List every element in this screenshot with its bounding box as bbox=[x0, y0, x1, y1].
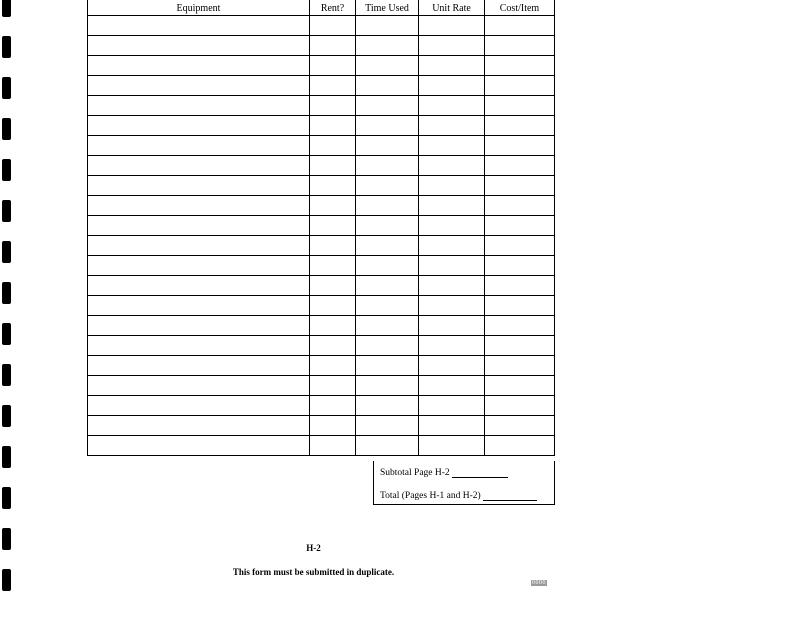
rent-cell[interactable] bbox=[310, 296, 356, 316]
equipment-cell[interactable] bbox=[88, 196, 310, 216]
column-header-rent: Rent? bbox=[310, 0, 356, 16]
binder-hole bbox=[2, 446, 11, 468]
time-used-cell[interactable] bbox=[356, 416, 419, 436]
column-header-equipment: Equipment bbox=[88, 0, 310, 16]
equipment-cell[interactable] bbox=[88, 136, 310, 156]
cost-item-cell[interactable] bbox=[485, 236, 555, 256]
unit-rate-cell[interactable] bbox=[419, 56, 485, 76]
unit-rate-cell[interactable] bbox=[419, 36, 485, 56]
equipment-cell[interactable] bbox=[88, 376, 310, 396]
binder-hole bbox=[2, 118, 11, 140]
equipment-cell[interactable] bbox=[88, 76, 310, 96]
table-row bbox=[88, 396, 555, 416]
cost-item-cell[interactable] bbox=[485, 356, 555, 376]
unit-rate-cell[interactable] bbox=[419, 436, 485, 456]
table-row bbox=[88, 296, 555, 316]
table-row bbox=[88, 136, 555, 156]
cost-item-cell[interactable] bbox=[485, 156, 555, 176]
table-row bbox=[88, 376, 555, 396]
binder-hole bbox=[2, 282, 11, 304]
unit-rate-cell[interactable] bbox=[419, 136, 485, 156]
stamp-mark: 0000 bbox=[532, 580, 546, 586]
cost-item-cell[interactable] bbox=[485, 116, 555, 136]
unit-rate-cell[interactable] bbox=[419, 196, 485, 216]
time-used-cell[interactable] bbox=[356, 196, 419, 216]
time-used-cell[interactable] bbox=[356, 396, 419, 416]
rent-cell[interactable] bbox=[310, 276, 356, 296]
rent-cell[interactable] bbox=[310, 116, 356, 136]
table-row bbox=[88, 196, 555, 216]
cost-item-cell[interactable] bbox=[485, 176, 555, 196]
subtotal-label: Subtotal Page H-2 bbox=[380, 468, 450, 478]
rent-cell[interactable] bbox=[310, 236, 356, 256]
unit-rate-cell[interactable] bbox=[419, 296, 485, 316]
total-line bbox=[380, 491, 537, 501]
time-used-cell[interactable] bbox=[356, 276, 419, 296]
equipment-cell[interactable] bbox=[88, 56, 310, 76]
rent-cell[interactable] bbox=[310, 56, 356, 76]
binder-holes bbox=[2, 0, 12, 618]
time-used-cell[interactable] bbox=[356, 76, 419, 96]
rent-cell[interactable] bbox=[310, 136, 356, 156]
equipment-cell[interactable] bbox=[88, 176, 310, 196]
rent-cell[interactable] bbox=[310, 356, 356, 376]
equipment-table bbox=[87, 0, 555, 456]
table-row bbox=[88, 356, 555, 376]
cost-item-cell[interactable] bbox=[485, 416, 555, 436]
table-header-row bbox=[88, 0, 555, 16]
rent-cell[interactable] bbox=[310, 36, 356, 56]
rent-cell[interactable] bbox=[310, 76, 356, 96]
table-row bbox=[88, 216, 555, 236]
binder-hole bbox=[2, 241, 11, 263]
cost-item-cell[interactable] bbox=[485, 316, 555, 336]
unit-rate-cell[interactable] bbox=[419, 176, 485, 196]
time-used-cell[interactable] bbox=[356, 376, 419, 396]
time-used-cell[interactable] bbox=[356, 356, 419, 376]
equipment-cell[interactable] bbox=[88, 96, 310, 116]
unit-rate-cell[interactable] bbox=[419, 216, 485, 236]
rent-cell[interactable] bbox=[310, 96, 356, 116]
unit-rate-cell[interactable] bbox=[419, 416, 485, 436]
page-number: H-2 bbox=[306, 543, 321, 553]
time-used-cell[interactable] bbox=[356, 336, 419, 356]
equipment-cell[interactable] bbox=[88, 116, 310, 136]
cost-item-cell[interactable] bbox=[485, 396, 555, 416]
binder-hole bbox=[2, 36, 11, 58]
totals-box bbox=[373, 461, 555, 505]
equipment-cell[interactable] bbox=[88, 216, 310, 236]
table-row bbox=[88, 316, 555, 336]
table-row bbox=[88, 96, 555, 116]
time-used-cell[interactable] bbox=[356, 256, 419, 276]
rent-cell[interactable] bbox=[310, 156, 356, 176]
cost-item-cell[interactable] bbox=[485, 96, 555, 116]
cost-item-cell[interactable] bbox=[485, 436, 555, 456]
binder-hole bbox=[2, 364, 11, 386]
binder-hole bbox=[2, 0, 11, 17]
binder-hole bbox=[2, 159, 11, 181]
table-row bbox=[88, 36, 555, 56]
rent-cell[interactable] bbox=[310, 216, 356, 236]
column-header-cost-item: Cost/Item bbox=[485, 0, 555, 16]
cost-item-cell[interactable] bbox=[485, 56, 555, 76]
rent-cell[interactable] bbox=[310, 16, 356, 36]
table-row bbox=[88, 236, 555, 256]
unit-rate-cell[interactable] bbox=[419, 116, 485, 136]
table-row bbox=[88, 16, 555, 36]
equipment-cell[interactable] bbox=[88, 296, 310, 316]
table-row bbox=[88, 116, 555, 136]
equipment-cell[interactable] bbox=[88, 436, 310, 456]
unit-rate-cell[interactable] bbox=[419, 396, 485, 416]
equipment-cell[interactable] bbox=[88, 16, 310, 36]
column-header-unit-rate: Unit Rate bbox=[419, 0, 485, 16]
cost-item-cell[interactable] bbox=[485, 216, 555, 236]
equipment-cell[interactable] bbox=[88, 36, 310, 56]
time-used-cell[interactable] bbox=[356, 56, 419, 76]
time-used-cell[interactable] bbox=[356, 16, 419, 36]
unit-rate-cell[interactable] bbox=[419, 16, 485, 36]
binder-hole bbox=[2, 77, 11, 99]
binder-hole bbox=[2, 487, 11, 509]
equipment-cell[interactable] bbox=[88, 416, 310, 436]
table-row bbox=[88, 256, 555, 276]
time-used-cell[interactable] bbox=[356, 36, 419, 56]
rent-cell[interactable] bbox=[310, 176, 356, 196]
binder-hole bbox=[2, 323, 11, 345]
rent-cell[interactable] bbox=[310, 316, 356, 336]
unit-rate-cell[interactable] bbox=[419, 316, 485, 336]
duplicate-notice: This form must be submitted in duplicate. bbox=[232, 567, 395, 577]
unit-rate-cell[interactable] bbox=[419, 96, 485, 116]
cost-item-cell[interactable] bbox=[485, 136, 555, 156]
equipment-cell[interactable] bbox=[88, 156, 310, 176]
unit-rate-cell[interactable] bbox=[419, 236, 485, 256]
table-row bbox=[88, 76, 555, 96]
rent-cell[interactable] bbox=[310, 376, 356, 396]
rent-cell[interactable] bbox=[310, 396, 356, 416]
unit-rate-cell[interactable] bbox=[419, 356, 485, 376]
cost-item-cell[interactable] bbox=[485, 76, 555, 96]
table-row bbox=[88, 276, 555, 296]
table-row bbox=[88, 176, 555, 196]
cost-item-cell[interactable] bbox=[485, 276, 555, 296]
cost-item-cell[interactable] bbox=[485, 16, 555, 36]
table-row bbox=[88, 336, 555, 356]
table-row bbox=[88, 416, 555, 436]
unit-rate-cell[interactable] bbox=[419, 76, 485, 96]
table-row bbox=[88, 56, 555, 76]
equipment-cell[interactable] bbox=[88, 276, 310, 296]
rent-cell[interactable] bbox=[310, 416, 356, 436]
equipment-cell[interactable] bbox=[88, 396, 310, 416]
unit-rate-cell[interactable] bbox=[419, 336, 485, 356]
unit-rate-cell[interactable] bbox=[419, 256, 485, 276]
equipment-cell[interactable] bbox=[88, 236, 310, 256]
cost-item-cell[interactable] bbox=[485, 336, 555, 356]
rent-cell[interactable] bbox=[310, 336, 356, 356]
binder-hole bbox=[2, 405, 11, 427]
equipment-cell[interactable] bbox=[88, 356, 310, 376]
time-used-cell[interactable] bbox=[356, 216, 419, 236]
time-used-cell[interactable] bbox=[356, 116, 419, 136]
table-row bbox=[88, 436, 555, 456]
time-used-cell[interactable] bbox=[356, 176, 419, 196]
equipment-cell[interactable] bbox=[88, 256, 310, 276]
cost-item-cell[interactable] bbox=[485, 36, 555, 56]
subtotal-line bbox=[380, 468, 508, 478]
equipment-cell[interactable] bbox=[88, 336, 310, 356]
subtotal-field[interactable] bbox=[452, 468, 508, 478]
time-used-cell[interactable] bbox=[356, 136, 419, 156]
total-field[interactable] bbox=[483, 491, 537, 501]
cost-item-cell[interactable] bbox=[485, 196, 555, 216]
unit-rate-cell[interactable] bbox=[419, 156, 485, 176]
rent-cell[interactable] bbox=[310, 436, 356, 456]
equipment-cell[interactable] bbox=[88, 316, 310, 336]
time-used-cell[interactable] bbox=[356, 96, 419, 116]
time-used-cell[interactable] bbox=[356, 156, 419, 176]
total-label: Total (Pages H-1 and H-2) bbox=[380, 491, 481, 501]
rent-cell[interactable] bbox=[310, 256, 356, 276]
column-header-time-used: Time Used bbox=[356, 0, 419, 16]
time-used-cell[interactable] bbox=[356, 236, 419, 256]
unit-rate-cell[interactable] bbox=[419, 376, 485, 396]
cost-item-cell[interactable] bbox=[485, 376, 555, 396]
cost-item-cell[interactable] bbox=[485, 256, 555, 276]
time-used-cell[interactable] bbox=[356, 316, 419, 336]
binder-hole bbox=[2, 200, 11, 222]
table-row bbox=[88, 156, 555, 176]
time-used-cell[interactable] bbox=[356, 436, 419, 456]
time-used-cell[interactable] bbox=[356, 296, 419, 316]
unit-rate-cell[interactable] bbox=[419, 276, 485, 296]
cost-item-cell[interactable] bbox=[485, 296, 555, 316]
rent-cell[interactable] bbox=[310, 196, 356, 216]
